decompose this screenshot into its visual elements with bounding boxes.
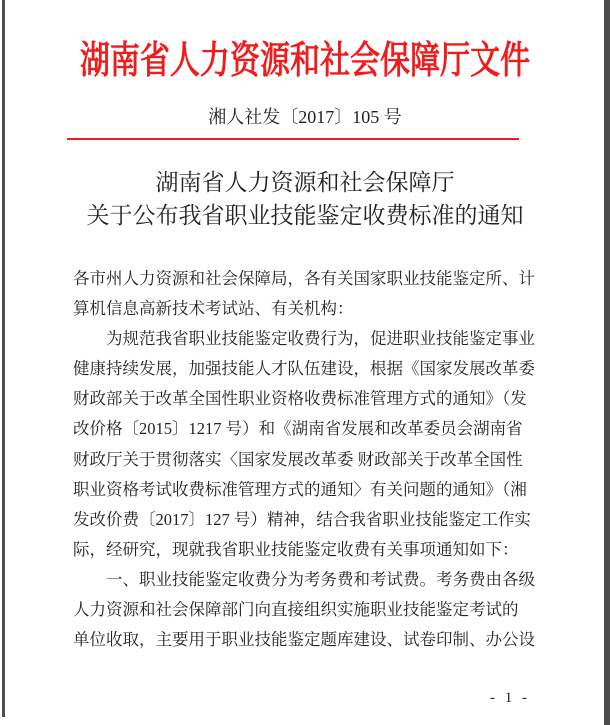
document-number: 湘人社发〔2017〕105 号	[208, 107, 402, 127]
agency-banner-text: 湖南省人力资源和社会保障厅文件	[79, 40, 531, 82]
agency-banner	[0, 41, 610, 81]
body-line: 发改价费〔2017〕127 号）精神，结合我省职业技能鉴定工作实	[73, 509, 531, 529]
body-line: 职业资格考试收费标准管理方式的通知〉有关问题的通知》（湘	[73, 479, 527, 499]
body-line: 际，经研究，现就我省职业技能鉴定收费有关事项通知如下：	[73, 539, 519, 559]
body-line: 算机信息高新技术考试站、有关机构：	[73, 299, 354, 319]
document-title-line-2: 关于公布我省职业技能鉴定收费标准的通知	[86, 203, 524, 228]
page-number: - 1 -	[490, 690, 530, 706]
body-line: 各市州人力资源和社会保障局，各有关国家职业技能鉴定所、计	[73, 269, 535, 288]
red-divider-rule	[67, 138, 519, 140]
document-body	[73, 264, 533, 655]
body-line: 财政厅关于贯彻落实〈国家发展改革委 财政部关于改革全国性	[73, 449, 523, 469]
body-line: 改价格〔2015〕1217 号）和《湖南省发展和改革委员会湖南省	[73, 419, 523, 439]
body-line: 单位收取，主要用于职业技能鉴定题库建设、试卷印制、办公设	[73, 630, 535, 650]
body-line: 财政部关于改革全国性职业资格收费标准管理方式的通知》（发	[73, 389, 527, 409]
body-line: 为规范我省职业技能鉴定收费行为，促进职业技能鉴定事业	[106, 329, 535, 349]
document-title-line-1: 湖南省人力资源和社会保障厅	[155, 170, 455, 195]
body-line: 一、职业技能鉴定收费分为考务费和考试费。考务费由各级	[106, 569, 535, 589]
body-line: 健康持续发展，加强技能人才队伍建设，根据《国家发展改革委	[73, 359, 535, 379]
document-title	[0, 166, 610, 232]
body-line: 人力资源和社会保障部门向直接组织实施职业技能鉴定考试的	[73, 600, 519, 620]
